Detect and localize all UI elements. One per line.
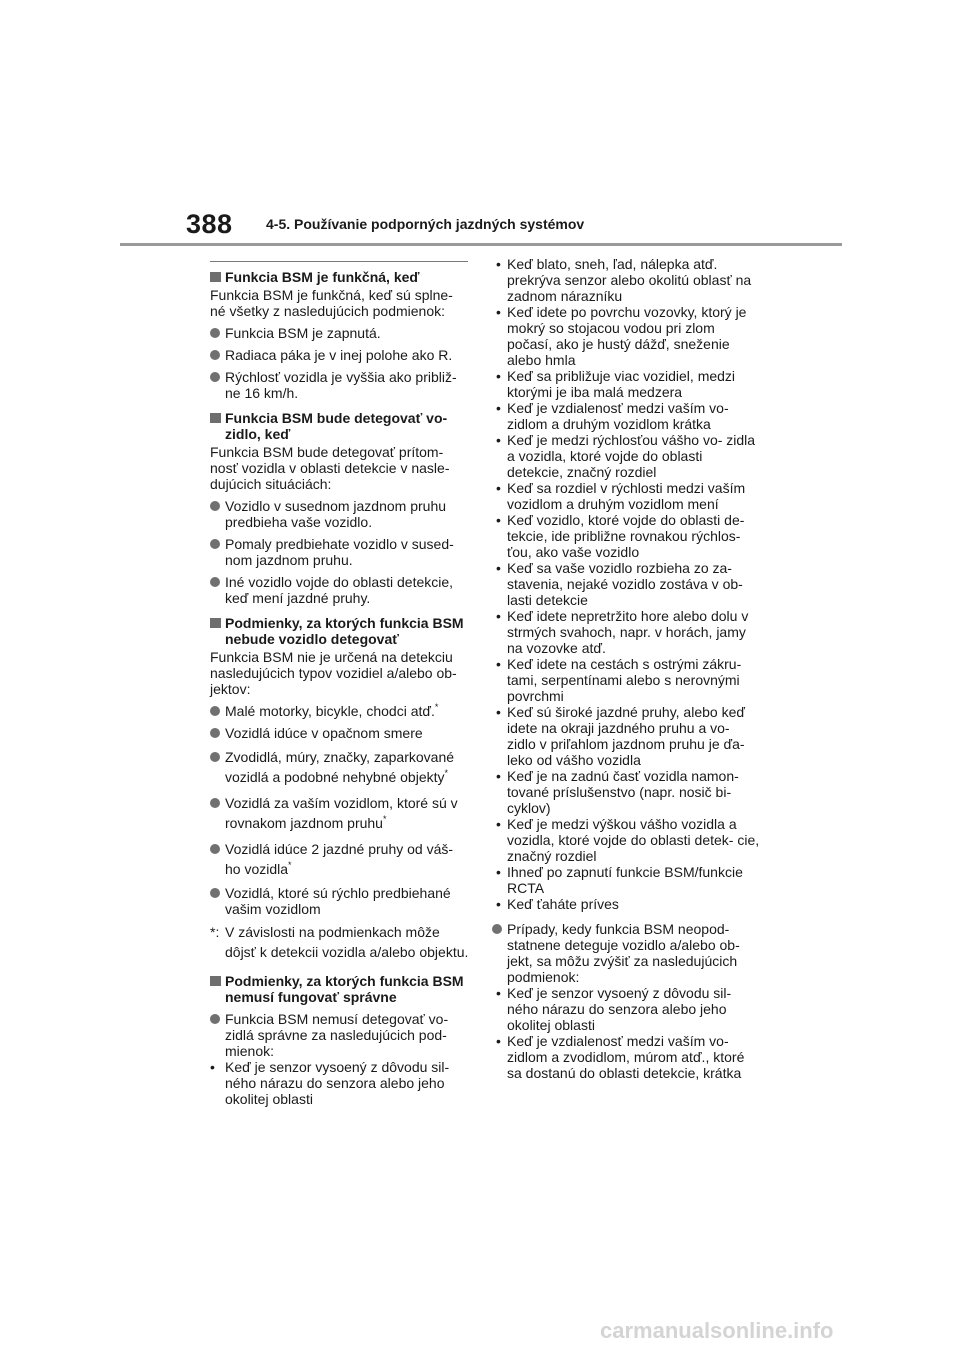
sub-list-item — [492, 480, 762, 512]
sub-list-text: Keď idete po povrchu vozovky, ktorý je mokrý so stojacou vodou pri zlom počasí, ako je hustý dážď, sneženie alebo hmla — [507, 304, 747, 368]
sub-list-item — [492, 1033, 762, 1081]
sub-list-item — [492, 400, 762, 432]
bullet-mark: • — [496, 896, 501, 912]
bullet-item — [210, 703, 472, 719]
footnote-asterisk: * — [444, 768, 449, 778]
bullet-dot-icon — [210, 706, 220, 716]
bullet-text: Funkcia BSM je zapnutá. — [225, 325, 381, 341]
sub-list-text: Keď je medzi rýchlosťou vášho vo- zidla a vozidla, ktoré vojde do oblasti detekcie, značný rozdiel — [507, 432, 756, 480]
bullet-dot-icon — [210, 888, 220, 898]
sub-list-item — [492, 256, 762, 304]
sub-list-item — [492, 432, 762, 480]
bullet-item — [210, 325, 472, 341]
sub-list-item — [210, 1059, 472, 1107]
right-column — [492, 256, 762, 1081]
bullet-mark: • — [496, 432, 501, 448]
section-divider — [210, 261, 468, 262]
bullet-mark: • — [496, 304, 501, 320]
bullet-item — [210, 839, 472, 879]
paragraph: Funkcia BSM nie je určená na detekciu nasledujúcich typov vozidiel a/alebo ob- jektov: — [210, 649, 457, 697]
sub-list-item — [492, 985, 762, 1033]
sub-list-text: Keď je medzi výškou vášho vozidla a vozidla, ktoré vojde do oblasti detek- cie, značný rozdiel — [507, 816, 760, 864]
bullet-mark: • — [496, 560, 501, 576]
bullet-dot-icon — [210, 350, 220, 360]
section-heading — [210, 269, 472, 285]
bullet-text: Rýchlosť vozidla je vyššia ako približ- ne 16 km/h. — [225, 369, 457, 401]
bullet-item — [210, 747, 472, 787]
left-column — [210, 261, 472, 1107]
bullet-text: Vozidlá idúce 2 jazdné pruhy od váš- ho vozidla — [225, 841, 454, 877]
paragraph: Funkcia BSM bude detegovať prítom- nosť vozidla v oblasti detekcie v nasle- dujúcich situáciách: — [210, 444, 450, 492]
footnote-asterisk: * — [288, 860, 292, 870]
sub-list-item — [492, 704, 762, 768]
sub-list-text: Keď je vzdialenosť medzi vaším vo- zidlom a druhým vozidlom krátka — [507, 400, 729, 432]
bullet-dot-icon — [492, 924, 502, 934]
bullet-item — [210, 1011, 472, 1059]
page-number: 388 — [186, 209, 233, 239]
bullet-text: Zvodidlá, múry, značky, zaparkované vozidlá a podobné nehybné objekty — [225, 749, 455, 785]
bullet-dot-icon — [210, 328, 220, 338]
bullet-item — [210, 793, 472, 833]
bullet-item — [210, 536, 472, 568]
bullet-item — [210, 498, 472, 530]
bullet-dot-icon — [210, 798, 220, 808]
sub-list-text: Keď blato, sneh, ľad, nálepka atď. prekrýva senzor alebo okolitú oblasť na zadnom nárazníku — [507, 256, 752, 304]
sub-list-text: Keď sa približuje viac vozidiel, medzi ktorými je iba malá medzera — [507, 368, 736, 400]
bullet-text: Funkcia BSM nemusí detegovať vo- zidlá správne za nasledujúcich pod- mienok: — [225, 1011, 449, 1059]
sub-list-item — [492, 864, 762, 896]
footnote — [210, 922, 472, 962]
sub-list-item — [492, 368, 762, 400]
paragraph: Funkcia BSM je funkčná, keď sú splne- né všetky z nasledujúcich podmienok: — [210, 287, 453, 319]
bullet-mark: • — [496, 480, 501, 496]
sub-list-text: Keď je senzor vysoený z dôvodu sil- ného nárazu do senzora alebo jeho okolitej oblasti — [507, 985, 732, 1033]
bullet-mark: • — [496, 368, 501, 384]
bullet-mark: • — [496, 816, 501, 832]
bullet-mark: • — [496, 256, 501, 272]
section-heading — [210, 615, 472, 647]
sub-list-text: Keď je senzor vysoený z dôvodu sil- ného nárazu do senzora alebo jeho okolitej oblasti — [225, 1059, 450, 1107]
watermark: carmanualsonline.info — [600, 1318, 834, 1343]
bullet-dot-icon — [210, 752, 220, 762]
sub-list-item — [492, 816, 762, 864]
bullet-dot-icon — [210, 1014, 220, 1024]
sub-list-item — [492, 304, 762, 368]
section-heading — [210, 410, 472, 442]
bullet-mark: • — [496, 1033, 501, 1049]
sub-list-text: Keď ťaháte príves — [507, 896, 619, 912]
section-heading-text: Podmienky, za ktorých funkcia BSM nemusí fungovať správne — [225, 973, 464, 1005]
section-square-icon — [210, 976, 221, 986]
bullet-mark: • — [496, 656, 501, 672]
sub-list-text: Keď idete na cestách s ostrými zákru- tami, serpentínami alebo s nerovnými povrchmi — [507, 656, 742, 704]
footnote-asterisk: * — [434, 702, 439, 712]
bullet-mark: • — [496, 704, 501, 720]
section-heading-text: Funkcia BSM je funkčná, keď — [225, 269, 420, 285]
section-heading-text: Podmienky, za ktorých funkcia BSM nebude vozidlo detegovať — [225, 615, 464, 647]
footnote-asterisk: * — [382, 814, 387, 824]
bullet-dot-icon — [210, 501, 220, 511]
bullet-text: Malé motorky, bicykle, chodci atď. — [225, 703, 435, 719]
sub-list-item — [492, 768, 762, 816]
sub-list-item — [492, 608, 762, 656]
sub-list-item — [492, 656, 762, 704]
bullet-dot-icon — [210, 577, 220, 587]
section-square-icon — [210, 413, 221, 423]
bullet-text: Vozidlo v susednom jazdnom pruhu predbieha vaše vozidlo. — [225, 498, 447, 530]
bullet-item — [210, 574, 472, 606]
bullet-item — [210, 369, 472, 401]
bullet-mark: • — [496, 768, 501, 784]
bullet-text: Radiaca páka je v inej polohe ako R. — [225, 347, 453, 363]
bullet-mark: • — [496, 608, 501, 624]
sub-list-text: Keď sú široké jazdné pruhy, alebo keď idete na okraji jazdného pruhu a vo- zidlo v priľahlom jazdnom pruhu je ďa- leko od vášho vozidla — [507, 704, 745, 768]
bullet-item — [210, 725, 472, 741]
footnote-text: V závislosti na podmienkach môže dôjsť k detekcii vozidla a/alebo objektu. — [225, 924, 469, 960]
chapter-title: 4-5. Používanie podporných jazdných systémov — [266, 216, 585, 232]
sub-list-text: Keď idete nepretržito hore alebo dolu v strmých svahoch, napr. v horách, jamy na vozovke atď. — [507, 608, 749, 656]
sub-list-item — [492, 560, 762, 608]
bullet-dot-icon — [210, 728, 220, 738]
bullet-mark: • — [496, 400, 501, 416]
sub-list-text: Ihneď po zapnutí funkcie BSM/funkcie RCTA — [507, 864, 743, 896]
bullet-text: Vozidlá idúce v opačnom smere — [225, 725, 423, 741]
section-square-icon — [210, 272, 221, 282]
section-square-icon — [210, 618, 221, 628]
bullet-mark: • — [210, 1059, 215, 1075]
footnote-mark: *: — [210, 924, 220, 940]
section-heading — [210, 973, 472, 1005]
bullet-dot-icon — [210, 539, 220, 549]
bullet-mark: • — [496, 864, 501, 880]
section-heading-text: Funkcia BSM bude detegovať vo- zidlo, keď — [225, 410, 448, 442]
bullet-text: Vozidlá, ktoré sú rýchlo predbiehané vašim vozidlom — [225, 885, 451, 917]
sub-list-text: Keď sa vaše vozidlo rozbieha zo za- stavenia, nejaké vozidlo zostáva v ob- lasti detekcie — [507, 560, 743, 608]
sub-list-text: Keď sa rozdiel v rýchlosti medzi vaším vozidlom a druhým vozidlom mení — [507, 480, 746, 512]
sub-list-text: Keď vozidlo, ktoré vojde do oblasti de- tekcie, ide približne rovnakou rýchlos- ťou, ako vaše vozidlo — [507, 512, 745, 560]
bullet-mark: • — [496, 985, 501, 1001]
bullet-dot-icon — [210, 844, 220, 854]
sub-list-item — [492, 512, 762, 560]
sub-list-item — [492, 896, 762, 912]
bullet-mark: • — [496, 512, 501, 528]
bullet-item — [210, 885, 472, 917]
bullet-text: Iné vozidlo vojde do oblasti detekcie, keď mení jazdné pruhy. — [225, 574, 454, 606]
bullet-item — [210, 347, 472, 363]
bullet-item — [492, 921, 762, 985]
bullet-dot-icon — [210, 372, 220, 382]
sub-list-text: Keď je na zadnú časť vozidla namon- tované príslušenstvo (napr. nosič bi- cyklov) — [507, 768, 739, 816]
header-divider — [120, 243, 842, 246]
bullet-text: Pomaly predbiehate vozidlo v sused- nom jazdnom pruhu. — [225, 536, 454, 568]
sub-list-text: Keď je vzdialenosť medzi vaším vo- zidlom a zvodidlom, múrom atď., ktoré sa dostanú do oblasti detekcie, krátka — [507, 1033, 745, 1081]
bullet-text: Vozidlá za vaším vozidlom, ktoré sú v rovnakom jazdnom pruhu — [225, 795, 458, 831]
bullet-text: Prípady, kedy funkcia BSM neopod- statnene deteguje vozidlo a/alebo ob- jekt, sa môžu zvýšiť za nasledujúcich podmienok: — [507, 921, 740, 985]
